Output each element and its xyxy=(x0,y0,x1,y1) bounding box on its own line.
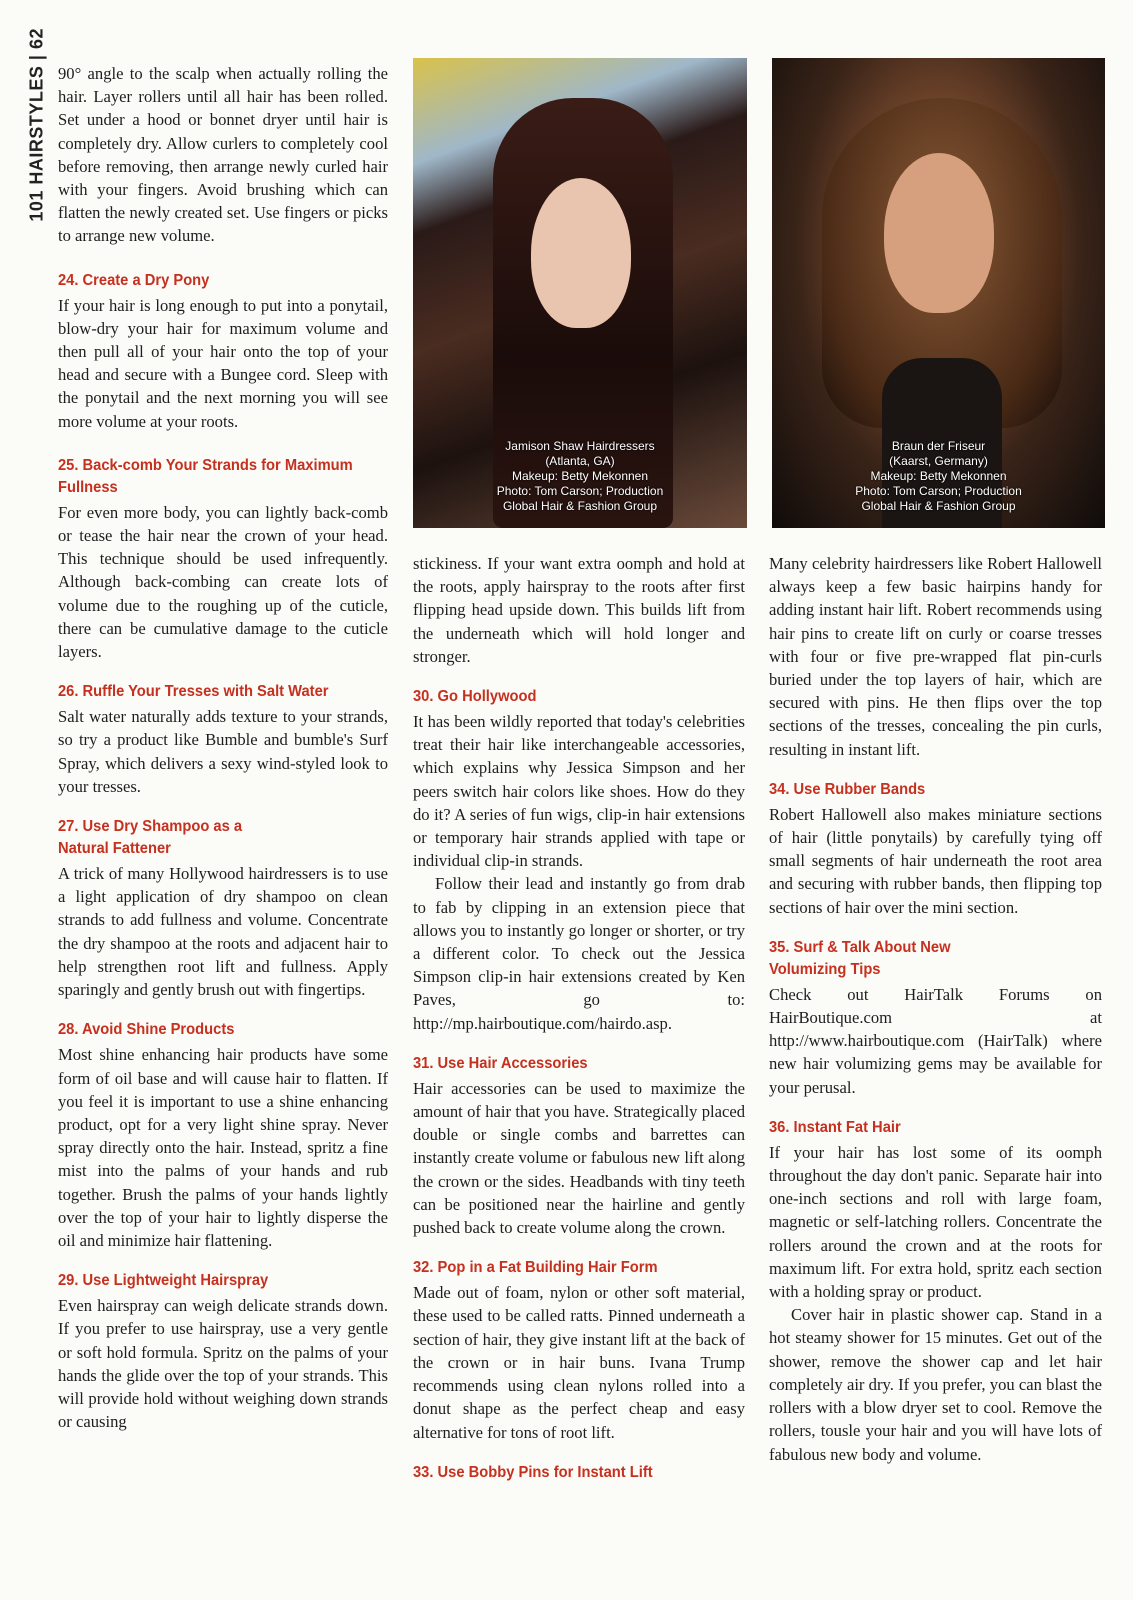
paragraph-25: For even more body, you can lightly back-comb or tease the hair near the crown of your head. This technique should be used infrequently. Although back-combing can create lots of volume due to the roughing up of the cuticle, there can be cumulative damage to the cuticle layers. xyxy=(58,502,388,662)
caption-line: Photo: Tom Carson; Production xyxy=(855,484,1022,498)
heading-31: 31. Use Hair Accessories xyxy=(413,1054,588,1072)
heading-24: 24. Create a Dry Pony xyxy=(58,271,210,289)
heading-26: 26. Ruffle Your Tresses with Salt Water xyxy=(58,683,329,701)
paragraph-29: Even hairspray can weigh delicate strands down. If you prefer to use hairspray, use a very gentle or soft hold formula. Spritz on the palms of your hands the glide over the top of your strands. This will provide hold without weighing down strands or causing xyxy=(58,1296,388,1432)
caption-line: Global Hair & Fashion Group xyxy=(502,499,658,513)
paragraph-26: Salt water naturally adds texture to your strands, so try a product like Bumble and bumble's Surf Spray, which delivers a sexy wind-styled look to your tresses. xyxy=(58,707,388,796)
paragraph-31: Hair accessories can be used to maximize the amount of hair that you have. Strategically placed double or single combs and barrettes can instantly create volume or fabulous new lift along the crown or the sides. Headbands with tiny teeth can be positioned near the hairline and gently pushed back to create volume along the crown. xyxy=(413,1078,745,1238)
photo-face xyxy=(884,153,994,313)
folio-text: 101 HAIRSTYLES | 62 xyxy=(26,28,47,222)
heading-32: 32. Pop in a Fat Building Hair Form xyxy=(413,1259,658,1277)
paragraph-36b: Cover hair in plastic shower cap. Stand in a hot steamy shower for 15 minutes. Get out of the shower, remove the shower cap and let hair completely air dry. If you prefer, you can blast the rollers with a blow dryer set to cool. Remove the rollers, tousle your hair and you will have lots of fabulous new body and volume. xyxy=(769,1305,1102,1464)
page-folio xyxy=(22,28,52,268)
caption-line: Makeup: Betty Mekonnen xyxy=(870,469,1007,483)
caption-line: Makeup: Betty Mekonnen xyxy=(511,469,649,483)
heading-27: 27. Use Dry Shampoo as a Natural Fattener xyxy=(58,818,243,858)
paragraph-35: Check out HairTalk Forums on HairBoutique.com at http://www.hairboutique.com (HairTalk) where new hair volumizing gems may be available for your perusal. xyxy=(769,984,1102,1097)
heading-34: 34. Use Rubber Bands xyxy=(769,780,926,798)
heading-29: 29. Use Lightweight Hairspray xyxy=(58,1272,269,1290)
intro-paragraph: 90° angle to the scalp when actually rolling the hair. Layer rollers until all hair has been rolled. Set under a hood or bonnet dryer until hair is completely dry. Allow curlers to completely cool before removing, then arrange newly curled hair with your fingers. Avoid brushing which can flatten the newly created set. Use fingers or picks to arrange new volume. xyxy=(58,64,388,246)
photo-jamison-shaw xyxy=(413,58,747,528)
paragraph-24: If your hair is long enough to put into a ponytail, blow-dry your hair for maximum volume and then pull all of your hair onto the top of your head and secure with a Bungee cord. Sleep with the ponytail and the next morning you will see more volume at your roots. xyxy=(58,295,388,431)
paragraph-34: Robert Hallowell also makes miniature sections of hair (little ponytails) by carefully tying off small segments of hair underneath the root area and securing with rubber bands, then flipping top sections of hair over the mini section. xyxy=(769,804,1102,917)
photo-caption xyxy=(413,439,747,514)
column-2 xyxy=(413,552,745,1486)
paragraph-32: Made out of foam, nylon or other soft material, these used to be called ratts. Pinned underneath a section of hair, they give instant lift at the back of the crown or in hair buns. Ivana Trump recommends using clean nylons rolled into a donut shape as the perfect cheap and easy alternative for tons of root lift. xyxy=(413,1283,745,1442)
caption-line: Global Hair & Fashion Group xyxy=(861,499,1016,513)
heading-36: 36. Instant Fat Hair xyxy=(769,1118,901,1136)
column-1 xyxy=(58,62,388,1433)
paragraph-36a: If your hair has lost some of its oomph throughout the day don't panic. Separate hair into one-inch sections and roll with large foam, magnetic or self-latching rollers. Concentrate the rollers around the crown and at the roots for maximum lift. For extra hold, spritz each section with a holding spray or product. xyxy=(769,1142,1102,1302)
heading-35: 35. Surf & Talk About New Volumizing Tips xyxy=(769,938,951,978)
caption-line: Jamison Shaw Hairdressers xyxy=(505,439,655,453)
paragraph-27: A trick of many Hollywood hairdressers is to use a light application of dry shampoo on clean strands to add fullness and volume. Concentrate the dry shampoo at the roots and adjacent hair to help strengthen root lift and fullness. Apply sparingly and gently brush out with fingertips. xyxy=(58,864,388,1000)
caption-line: (Atlanta, GA) xyxy=(545,454,615,468)
paragraph-28: Most shine enhancing hair products have some form of oil base and will cause hair to flatten. If you feel it is important to use a shine enhancing product, opt for a very light shine spray. Never spray directly onto the hair. Instead, spritz a fine mist into the palms of your hands and rub together. Brush the palms of your hands lightly over the top of your hair to lightly disperse the oil and minimize hair flattening. xyxy=(58,1045,388,1250)
caption-line: Braun der Friseur xyxy=(891,439,986,453)
heading-33: 33. Use Bobby Pins for Instant Lift xyxy=(413,1463,653,1481)
heading-28: 28. Avoid Shine Products xyxy=(58,1021,235,1039)
paragraph-33: Many celebrity hairdressers like Robert Hallowell always keep a few basic hairpins handy for adding instant hair lift. Robert recommends using hair pins to create lift on curly or coarse tresses with four or five pre-wrapped flat pin-curls buried under the top layers of hair, which are secured with pins. He then flips over the top sections of the tresses, concealing the pin curls, resulting in instant lift. xyxy=(769,554,1102,759)
caption-line: (Kaarst, Germany) xyxy=(889,454,988,468)
paragraph-30a: It has been wildly reported that today's celebrities treat their hair like interchangeable accessories, which explains why Jessica Simpson and her peers switch hair colors like shoes. How do they do it? A series of fun wigs, clip-in hair extensions or temporary hair strands applied with tape or individual clip-in strands. xyxy=(413,712,745,871)
continued-paragraph: stickiness. If your want extra oomph and hold at the roots, apply hairspray to the roots after first flipping head upside down. This builds lift from the underneath which will hold longer and stronger. xyxy=(413,554,745,666)
heading-25: 25. Back-comb Your Strands for Maximum Fullness xyxy=(58,456,353,496)
column-3 xyxy=(769,552,1102,1466)
caption-line: Photo: Tom Carson; Production xyxy=(496,484,664,498)
heading-30: 30. Go Hollywood xyxy=(413,688,537,706)
paragraph-30b: Follow their lead and instantly go from drab to fab by clipping in an extension piece that allows you to instantly go longer or shorter, or try a different color. To check out the Jessica Simpson clip-in hair extensions created by Ken Paves, go to: http://mp.hairboutique.com/hairdo.asp. xyxy=(413,874,745,1033)
photo-braun-der-friseur xyxy=(772,58,1105,528)
photo-caption xyxy=(772,439,1105,514)
photo-face xyxy=(531,178,631,328)
